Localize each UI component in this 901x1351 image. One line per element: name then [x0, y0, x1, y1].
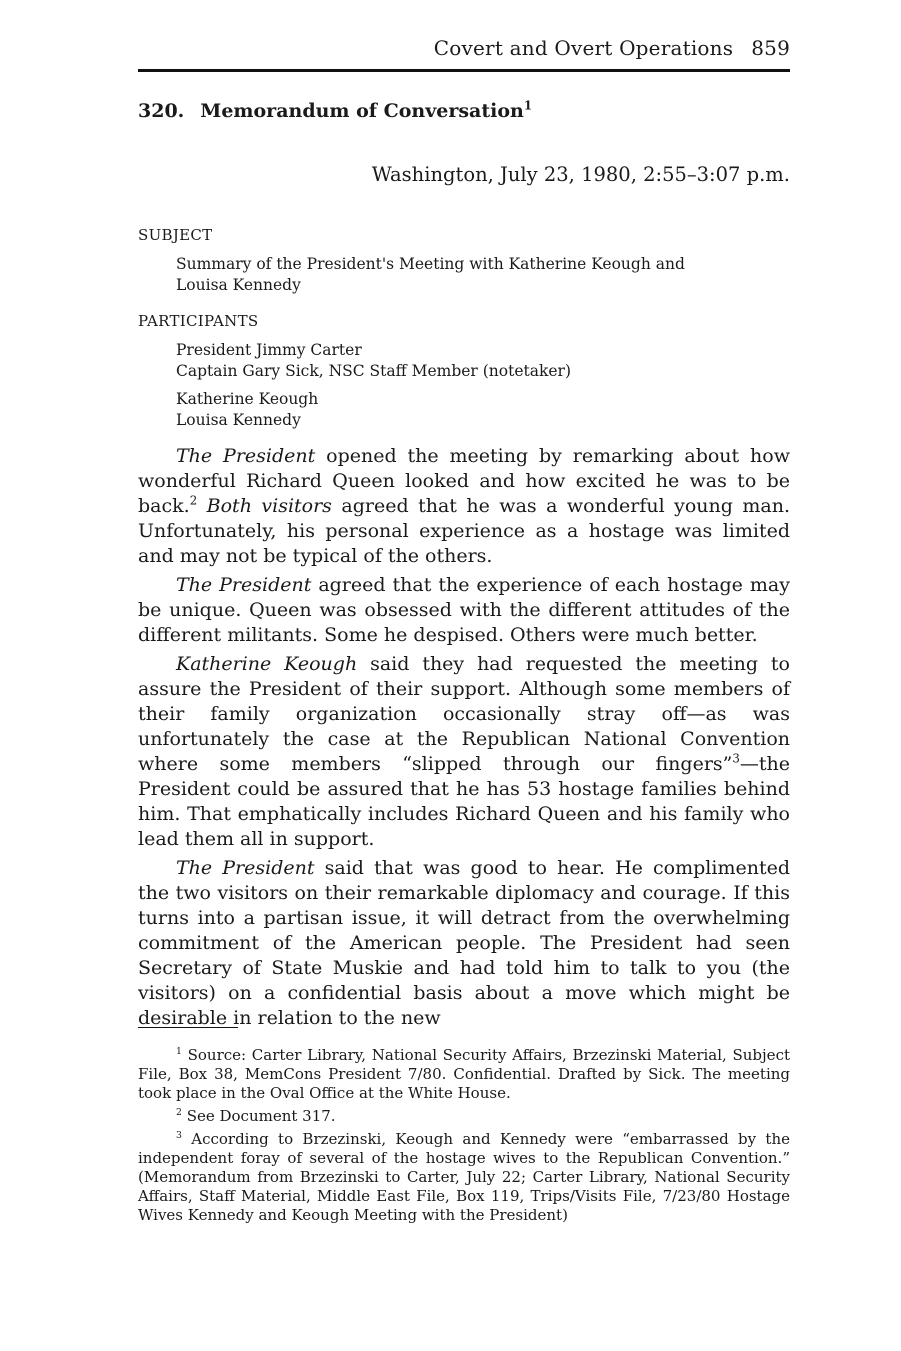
document-number: 320.	[138, 100, 185, 122]
document-title-text: Memorandum of Conversation	[200, 100, 524, 122]
body-paragraph: The President agreed that the experience of each hostage may be unique. Queen was obsessed with the different attitudes of the different militants. Some he despised. Others were much better.	[138, 574, 790, 646]
page-number: 859	[751, 36, 790, 60]
header-rule	[138, 69, 790, 72]
participant: Captain Gary Sick, NSC Staff Member (notetaker)	[176, 362, 572, 380]
footnote-mark: 2	[176, 1107, 182, 1118]
participants-group-2	[176, 389, 318, 431]
footnote: $^1$ Source: Carter Library, National Security Affairs, Brzezinski Material, Subject File, Box 38, MemCons President 7/80. Confidential. Drafted by Sick. The meeting took place in the Oval Office at the White House.	[138, 1046, 790, 1102]
subject-label: SUBJECT	[138, 226, 213, 244]
participants-label: PARTICIPANTS	[138, 312, 259, 330]
footnote-rule	[138, 1027, 238, 1028]
footnote: $^2$ See Document 317.	[176, 1107, 336, 1125]
body-paragraph: Katherine Keough said they had requested the meeting to assure the President of their support. Although some members of their family organization occasionally stray off—as was unfortunately the case at the Republican National Convention where some members “slipped through our fingers”$^3$—the President could be assured that he has 53 hostage families behind him. That emphatically includes Richard Queen and his family who lead them all in support.	[138, 653, 790, 850]
speaker: The President	[176, 857, 315, 879]
participants-group-1	[176, 340, 571, 382]
participant: Katherine Keough	[176, 390, 319, 408]
footnote-ref-2[interactable]: 2	[189, 493, 198, 508]
running-header	[138, 36, 790, 60]
subject-text	[176, 254, 685, 296]
body-paragraph: The President opened the meeting by remarking about how wonderful Richard Queen looked and how excited he was to be back.$^2$ Both visitors agreed that he was a wonderful young man. Unfortunately, his personal experience as a hostage was limited and may not be typical of the others.	[138, 445, 791, 567]
participant: Louisa Kennedy	[176, 411, 301, 429]
document-title	[138, 100, 532, 122]
speaker: Katherine Keough	[176, 653, 358, 675]
footnote-mark: 3	[176, 1130, 182, 1141]
participant: President Jimmy Carter	[176, 341, 362, 359]
footnotes	[138, 1046, 790, 1229]
footnote-ref-3[interactable]: 3	[732, 751, 740, 766]
footnote: $^3$ According to Brzezinski, Keough and Kennedy were “embarrassed by the independent foray of several of the hostage wives to the Republican Convention.” (Memorandum from Brzezinski to Carter, July 22; Carter Library, National Security Affairs, Staff Material, Middle East File, Box 119, Trips/Visits File, 7/23/80 Hostage Wives Kennedy and Keough Meeting with the President)	[138, 1130, 790, 1224]
memo-body	[138, 444, 790, 1035]
running-title: Covert and Overt Operations	[433, 36, 734, 60]
body-paragraph: The President said that was good to hear. He complimented the two visitors on their remarkable diplomacy and courage. If this turns into a partisan issue, it will detract from the overwhelming commitment of the American people. The President had seen Secretary of State Muskie and had told him to talk to you (the visitors) on a confidential basis about a move which might be desirable in relation to the new	[138, 857, 790, 1029]
footnote-ref-1[interactable]: 1	[523, 98, 533, 113]
dateline: Washington, July 23, 1980, 2:55–3:07 p.m.	[371, 163, 790, 186]
subject-line: Louisa Kennedy	[176, 276, 301, 294]
speaker: The President	[176, 445, 316, 467]
speaker: The President	[176, 574, 312, 596]
subject-line: Summary of the President's Meeting with Katherine Keough and	[176, 255, 685, 273]
speaker: Both visitors	[206, 495, 332, 517]
footnote-mark: 1	[176, 1046, 182, 1057]
